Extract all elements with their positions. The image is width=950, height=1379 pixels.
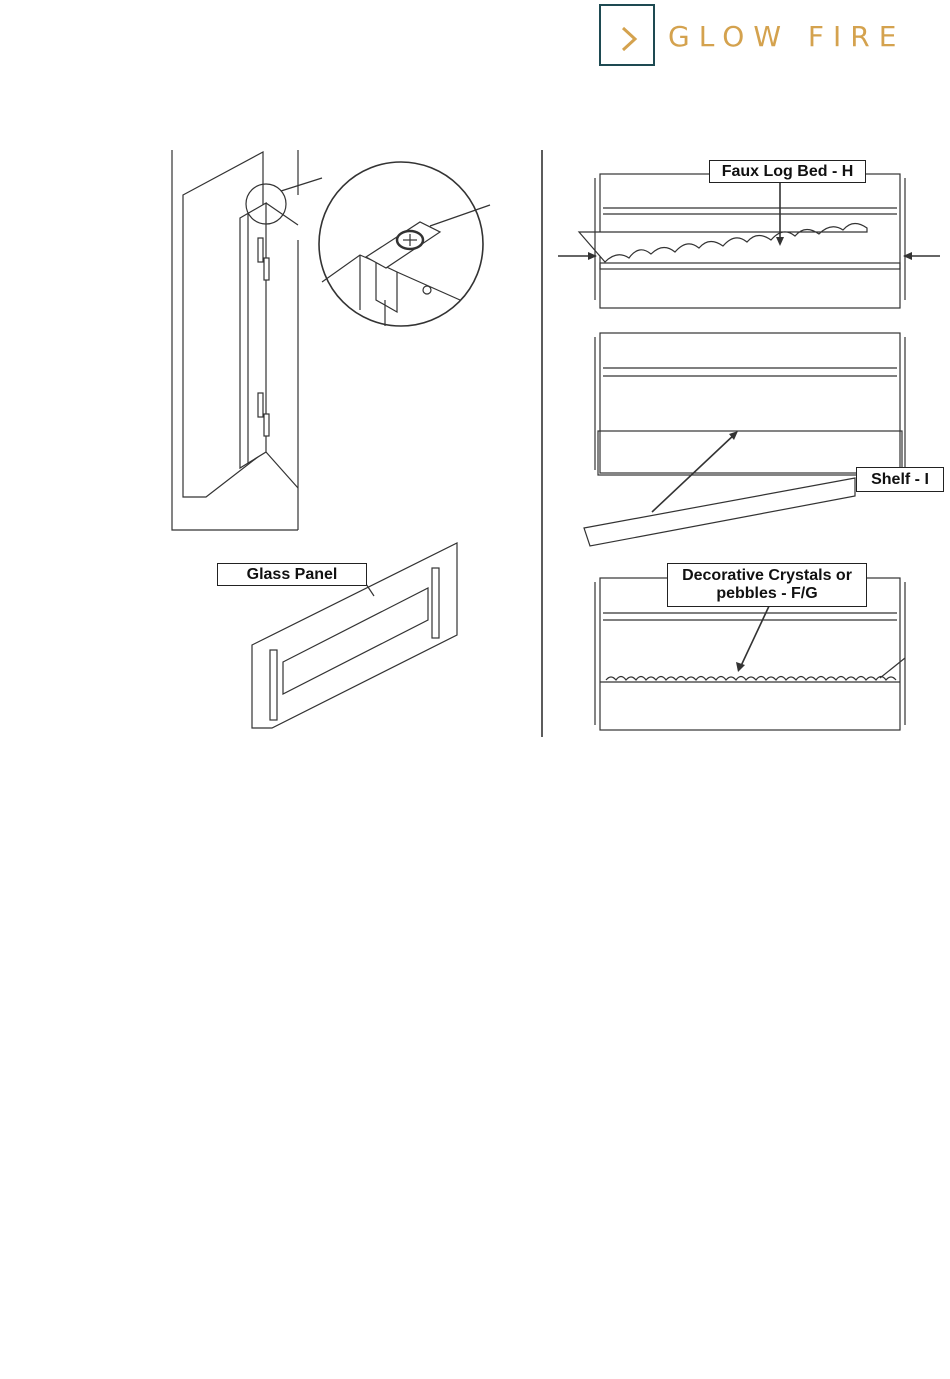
brand-name: GLOW FIRE (668, 20, 906, 53)
shelf-drawing (584, 333, 905, 546)
shelf-label: Shelf - I (856, 467, 944, 492)
faux-log-bed-label: Faux Log Bed - H (709, 160, 866, 183)
crystals-label-line1: Decorative Crystals or (682, 567, 852, 584)
bracket-detail-magnified (319, 162, 490, 326)
glass-panel-label: Glass Panel (217, 563, 367, 586)
crystals-label (667, 563, 867, 607)
wall-bracket-drawing (172, 150, 322, 530)
crystals-label-line2: pebbles - F/G (716, 585, 818, 602)
faux-log-bed-drawing (558, 174, 940, 308)
